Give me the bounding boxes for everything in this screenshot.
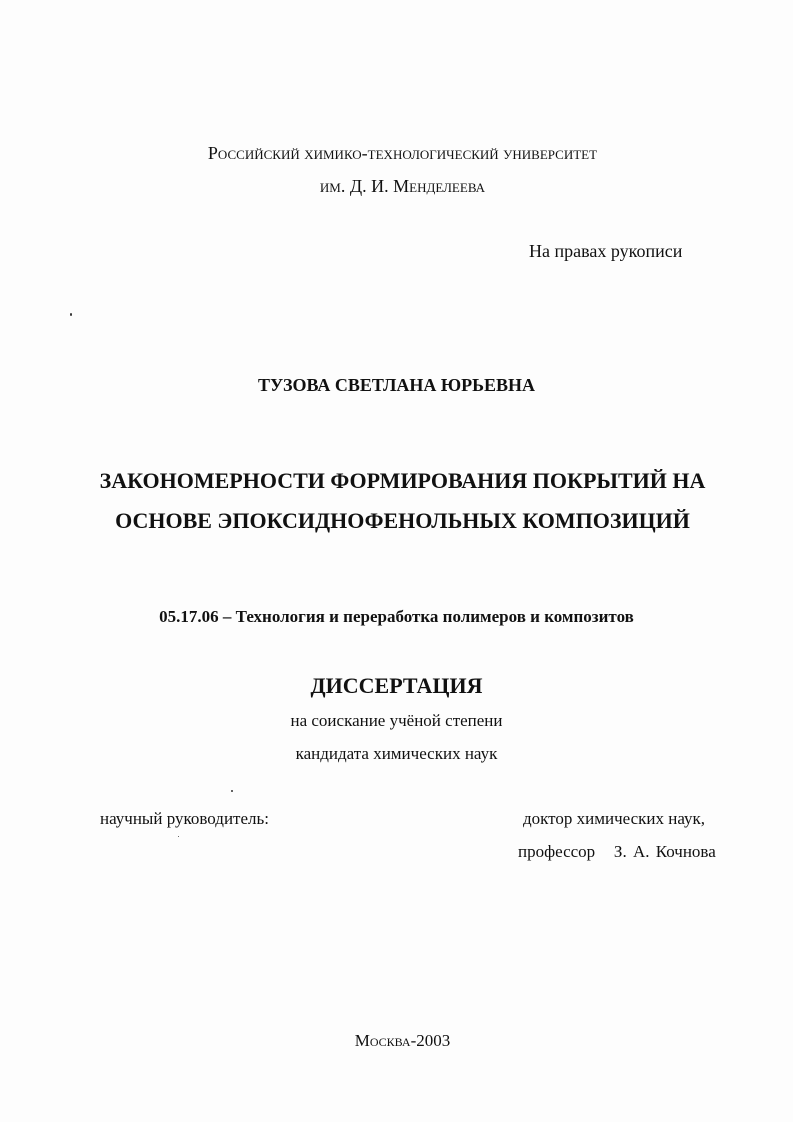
scan-speck	[231, 790, 233, 792]
city-year: Москва-2003	[354, 1031, 451, 1050]
supervisor-label: научный руководитель:	[100, 809, 269, 828]
specialty-code: 05.17.06 – Технология и переработка полимеров и композитов	[159, 607, 634, 626]
thesis-title-line1: ЗАКОНОМЕРНОСТИ ФОРМИРОВАНИЯ ПОКРЫТИЙ НА	[99, 468, 706, 493]
supervisor-degree: доктор химических наук,	[523, 809, 706, 828]
supervisor-name: профессор З. А. Кочнова	[518, 842, 716, 861]
document-type: ДИССЕРТАЦИЯ	[310, 673, 483, 698]
degree-line1: на соискание учёной степени	[290, 711, 503, 730]
degree-line2: кандидата химических наук	[295, 744, 498, 763]
university-name: Российский химико-технологический университет	[207, 143, 598, 163]
university-named-after: им. Д. И. Менделеева	[319, 176, 486, 196]
author-name: ТУЗОВА СВЕТЛАНА ЮРЬЕВНА	[257, 375, 536, 395]
manuscript-note: На правах рукописи	[529, 241, 683, 261]
scan-speck	[178, 836, 179, 837]
scan-speck	[70, 313, 72, 316]
thesis-title-line2: ОСНОВЕ ЭПОКСИДНОФЕНОЛЬНЫХ КОМПОЗИЦИЙ	[115, 508, 690, 533]
